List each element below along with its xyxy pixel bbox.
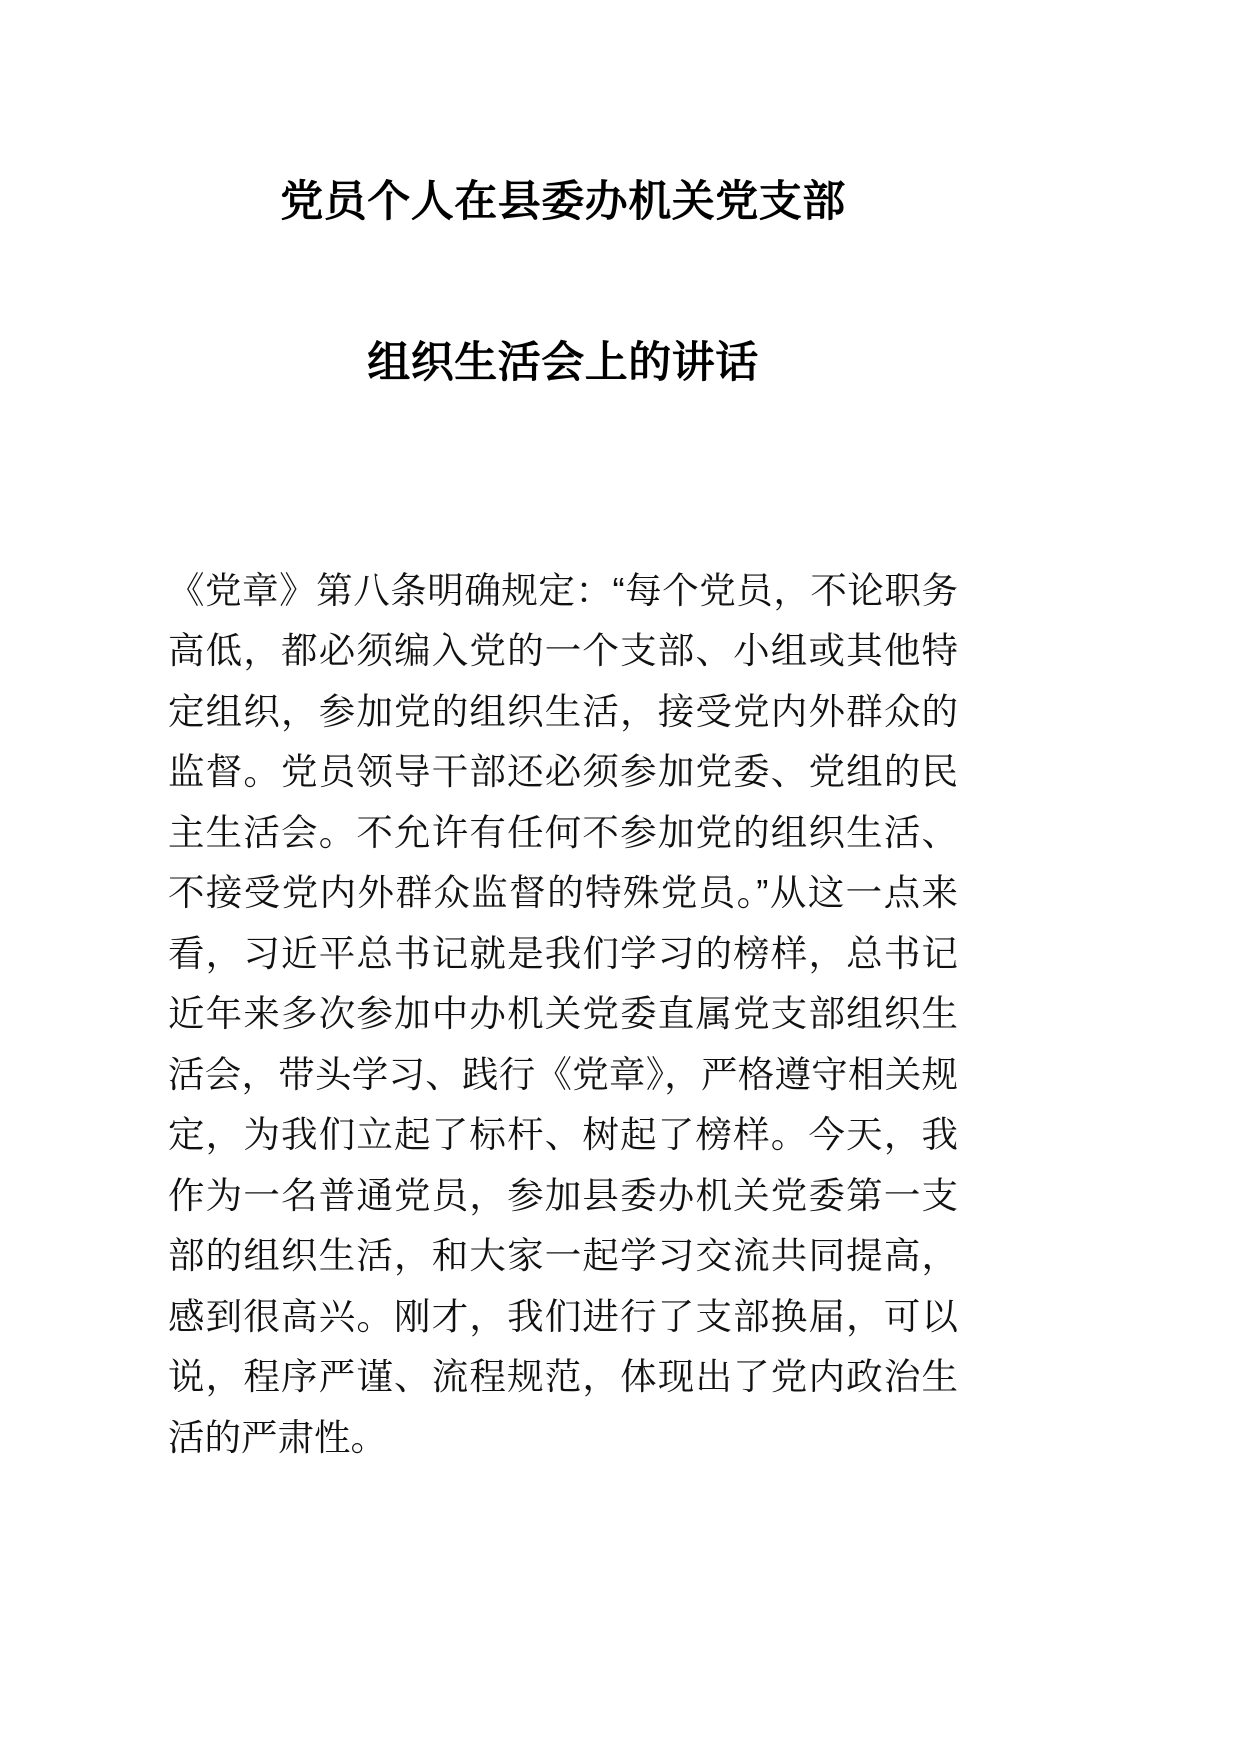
document-title-line-1: 党员个人在县委办机关党支部 bbox=[280, 178, 846, 226]
body-paragraph: 《党章》第八条明确规定：“每个党员，不论职务高低，都必须编入党的一个支部、小组或其他特定组织，参加党的组织生活，接受党内外群众的监督。党员领导干部还必须参加党委、党组的民主生活会。不允许有任何不参加党的组织生活、不接受党内外群众监督的特殊党员。”从这一点来看，习近平总书记就是我们学习的榜样，总书记近年来多次参加中办机关党委直属党支部组织生活会，带头学习、践行《党章》，严格遵守相关规定，为我们立起了标杆、树起了榜样。今天，我作为一名普通党员，参加县委办机关党委第一支部的组织生活，和大家一起学习交流共同提高，感到很高兴。刚才，我们进行了支部换届，可以说，程序严谨、流程规范，体现出了党内政治生活的严肃性。 bbox=[168, 569, 958, 1458]
document-body bbox=[168, 561, 958, 1469]
document-content bbox=[168, 0, 958, 1505]
document-title-line-2: 组织生活会上的讲话 bbox=[367, 339, 759, 388]
